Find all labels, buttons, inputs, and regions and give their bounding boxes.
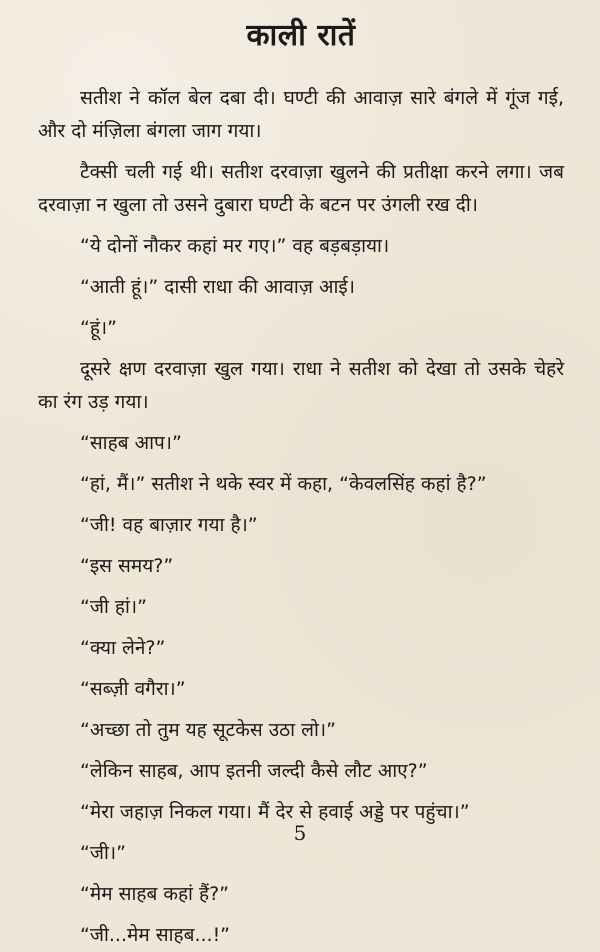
paragraph: टैक्सी चली गई थी। सतीश दरवाज़ा खुलने की प्रतीक्षा करने लगा। जब दरवाज़ा न खुला तो उसने दुबारा घण्टी के बटन पर उंगली रख दी।	[38, 161, 564, 216]
dialogue-line: “लेकिन साहब, आप इतनी जल्दी कैसे लौट आए?”	[80, 760, 428, 782]
dialogue-line: “जी हां।”	[80, 596, 147, 618]
dialogue-line: “ये दोनों नौकर कहां मर गए।” वह बड़बड़ाया।	[80, 235, 390, 257]
dialogue-line: “सब्ज़ी वगैरा।”	[80, 678, 186, 700]
dialogue-line: “हूं।”	[80, 317, 117, 339]
paragraph: दूसरे क्षण दरवाज़ा खुल गया। राधा ने सतीश को देखा तो उसके चेहरे का रंग उड़ गया।	[38, 358, 564, 413]
dialogue-line: “मेरा जहाज़ निकल गया। मैं देर से हवाई अड्डे पर पहुंचा।”	[80, 801, 470, 823]
dialogue-line: “जी।”	[80, 842, 126, 864]
dialogue-line: “जी...मेम साहब...!”	[80, 924, 231, 946]
dialogue-line: “जी! वह बाज़ार गया है।”	[80, 514, 258, 536]
dialogue-line: “अच्छा तो तुम यह सूटकेस उठा लो।”	[80, 719, 336, 741]
dialogue-line: “आती हूं।” दासी राधा की आवाज़ आई।	[80, 276, 355, 298]
chapter-title: काली रातें	[246, 18, 356, 53]
dialogue-line: “हां, मैं।” सतीश ने थके स्वर में कहा, “केवलसिंह कहां है?”	[80, 473, 487, 495]
dialogue-line: “मेम साहब कहां हैं?”	[80, 883, 230, 905]
page-number: 5	[293, 821, 307, 845]
dialogue-line: “इस समय?”	[80, 555, 174, 577]
paragraph: सतीश ने कॉल बेल दबा दी। घण्टी की आवाज़ सारे बंगले में गूंज गई, और दो मंज़िला बंगला जाग गया।	[38, 87, 564, 142]
dialogue-line: “क्या लेने?”	[80, 637, 166, 659]
dialogue-line: “साहब आप।”	[80, 432, 182, 454]
